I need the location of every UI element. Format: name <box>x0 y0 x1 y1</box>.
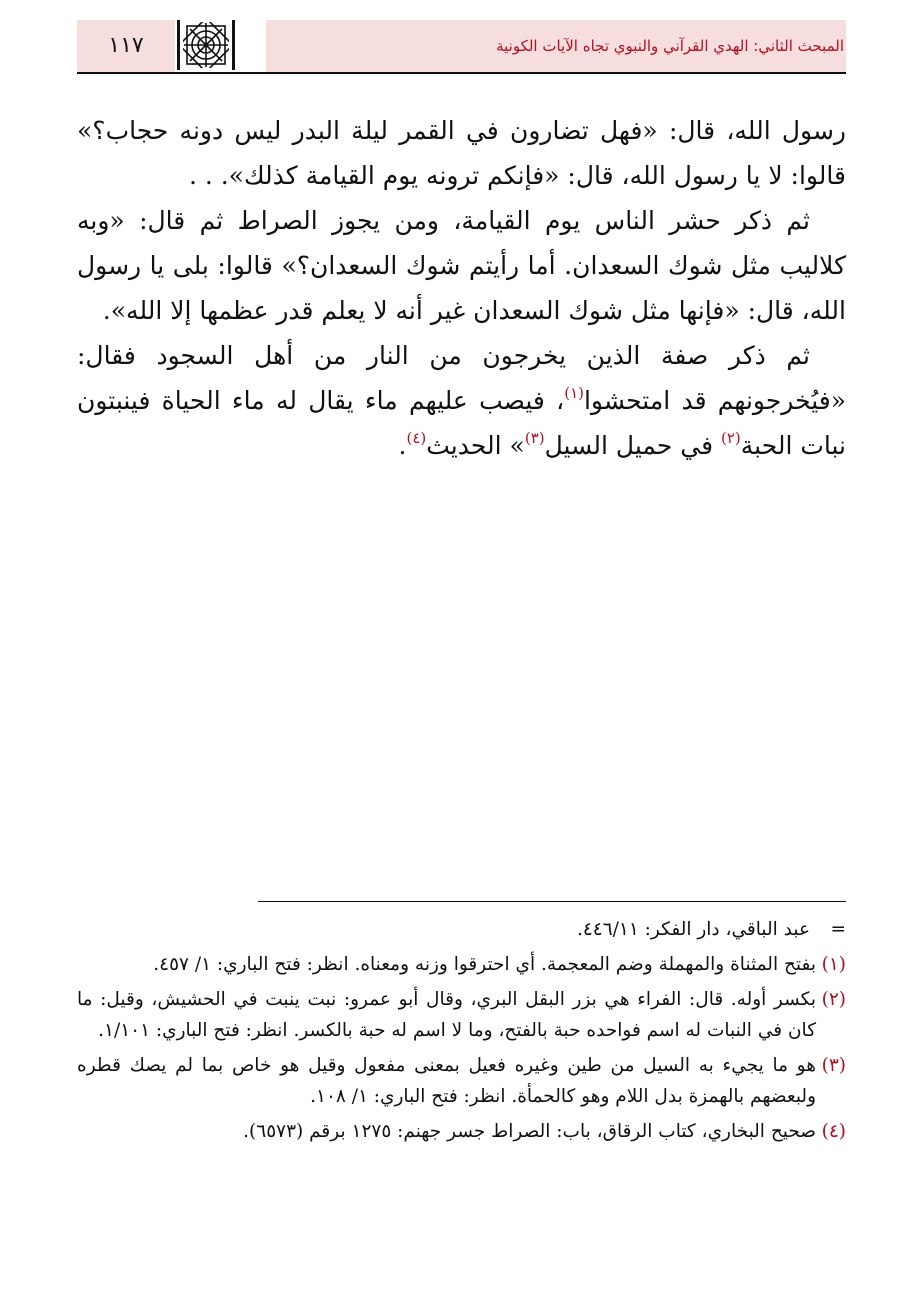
footnote-text: هو ما يجيء به السيل من طين وغيره فعيل بمعنى مفعول وقيل هو خاص بما لم يصك قطره ولبعضهم بالهمزة بدل اللام وهو كالحمأة. انظر: فتح الباري: ١/ ١٠٨. <box>77 1055 816 1107</box>
footnote-ref[interactable]: (٢) <box>720 429 741 447</box>
footnote-text: عبد الباقي، دار الفكر: ٤٤٦/١١. <box>576 919 810 940</box>
chapter-title: المبحث الثاني: الهدي القرآني والنبوي تجاه الآيات الكونية <box>266 20 846 72</box>
footnotes <box>77 914 846 1151</box>
footnote-number: (٢) <box>821 989 846 1010</box>
footnote-ref[interactable]: (١) <box>564 384 584 402</box>
text-run: في حميل السيل <box>544 431 721 460</box>
footnote <box>77 1116 846 1147</box>
footnote <box>77 984 846 1046</box>
footnote <box>77 1050 846 1112</box>
page-header <box>77 20 846 72</box>
footnote <box>77 914 846 945</box>
footnote-ref[interactable]: (٤) <box>406 429 427 447</box>
ornament-star-icon <box>183 22 229 68</box>
page-number: ١١٧ <box>77 20 175 72</box>
footnote-ref[interactable]: (٣) <box>524 429 545 447</box>
footnote-text: صحيح البخاري، كتاب الرقاق، باب: الصراط جسر جهنم: ١٢٧٥ برقم (٦٥٧٣). <box>243 1121 816 1142</box>
footnote-text: بكسر أوله. قال: الفراء هي بزر البقل البري، وقال أبو عمرو: نبت ينبت في الحشيش، وقيل: ما كان في النبات له اسم فواحده حبة بالفتح، وما لا اسم له حبة بالكسر. انظر: فتح الباري: ١/١٠١. <box>77 989 816 1041</box>
header-divider <box>77 72 846 74</box>
text-run: . <box>398 431 407 460</box>
text-run: ثم ذكر صفة الذين يخرجون من النار من أهل السجود فقال: «فيُخرجونهم قد امتحشوا <box>77 341 847 415</box>
paragraph: رسول الله، قال: «فهل تضارون في القمر ليلة البدر ليس دونه حجاب؟» قالوا: لا يا رسول الله، قال: «فإنكم ترونه يوم القيامة كذلك». . . <box>77 116 846 190</box>
footnote-number: (١) <box>821 954 846 975</box>
paragraph <box>77 333 846 468</box>
footnote <box>77 949 846 980</box>
text-run: » الحديث <box>426 431 525 460</box>
footnote-number: (٣) <box>821 1055 846 1076</box>
footnote-number: = <box>830 919 846 940</box>
footnote-text: بفتح المثناة والمهملة وضم المعجمة. أي احترقوا وزنه ومعناه. انظر: فتح الباري: ١/ ٤٥٧. <box>153 954 816 975</box>
arabesque-ornament-icon <box>177 20 235 70</box>
paragraph: ثم ذكر حشر الناس يوم القيامة، ومن يجوز الصراط ثم قال: «وبه كلاليب مثل شوك السعدان. أما رأيتم شوك السعدان؟» قالوا: بلى يا رسول الله، قال: «فإنها مثل شوك السعدان غير أنه لا يعلم قدر عظمها إلا الله». <box>77 206 846 325</box>
main-text <box>77 108 846 468</box>
text-run: ، فيصب عليهم ماء يقال له ماء الحياة فينبتون نبات الحبة <box>77 386 846 460</box>
footnote-number: (٤) <box>821 1121 846 1142</box>
footnote-divider <box>258 901 846 902</box>
